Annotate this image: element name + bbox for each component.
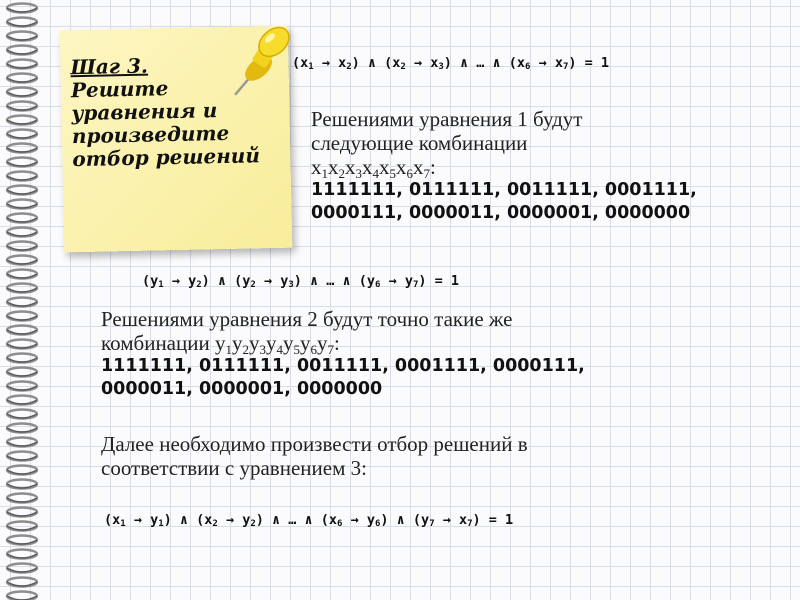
combinations-line: 0000011, 0000001, 0000000	[101, 379, 383, 399]
spiral-coil	[7, 46, 37, 55]
text-line: следующие комбинации	[311, 131, 528, 155]
spiral-coil	[7, 410, 37, 419]
spiral-coil	[7, 424, 37, 433]
text-line: Решениями уравнения 1 будут	[311, 107, 583, 131]
spiral-coil	[7, 18, 37, 27]
spiral-coil	[7, 536, 37, 545]
spiral-coil	[7, 228, 37, 237]
combinations-line: 1111111, 0111111, 0011111, 0001111,	[311, 180, 697, 200]
text-line: соответствии с уравнением 3:	[101, 456, 367, 480]
equation-1: $(x_1 \to x_2)$ ∧ $(x_2 \to x_3)$ ∧ … ∧ $(x_6 \to x_7) = 1$	[292, 55, 610, 72]
equation-2: $(y_1 \to y_2)$ ∧ $(y_2 \to y_3)$ ∧ … ∧ $(y_6 \to y_7) = 1$	[142, 273, 460, 290]
step-number: Шаг 3.	[70, 53, 149, 80]
spiral-coil	[7, 102, 37, 111]
spiral-coil	[7, 284, 37, 293]
spiral-coil	[7, 130, 37, 139]
spiral-coil	[7, 354, 37, 363]
spiral-coil	[7, 592, 37, 600]
spiral-coil	[7, 564, 37, 573]
variables-x: $x_1x_2x_3x_4x_5x_6x_7$:	[311, 155, 436, 181]
spiral-coil	[7, 144, 37, 153]
variables-y-line: комбинации $y_1y_2y_3y_4y_5y_6y_7$:	[101, 331, 340, 357]
spiral-coil	[7, 508, 37, 517]
spiral-coil	[7, 60, 37, 69]
spiral-coil	[7, 382, 37, 391]
step-line: уравнения и	[71, 98, 218, 126]
spiral-coil	[7, 4, 37, 13]
spiral-coil	[7, 438, 37, 447]
spiral-coil	[7, 326, 37, 335]
solutions-equation-2	[101, 307, 781, 401]
spiral-coil	[7, 466, 37, 475]
spiral-coil	[7, 74, 37, 83]
spiral-coil	[7, 214, 37, 223]
spiral-coil	[7, 494, 37, 503]
combinations-line: 1111111, 0111111, 0011111, 0001111, 0000111,	[101, 356, 585, 376]
spiral-coil	[7, 32, 37, 41]
spiral-coil	[7, 550, 37, 559]
text-line: Решениями уравнения 2 будут точно такие же	[101, 307, 513, 331]
spiral-coil	[7, 522, 37, 531]
spiral-coil	[7, 578, 37, 587]
spiral-coil	[7, 480, 37, 489]
text-line: Далее необходимо произвести отбор решений в	[101, 432, 528, 456]
step-line: Решите	[70, 76, 169, 103]
spiral-coil	[7, 200, 37, 209]
step-line: произведите	[71, 120, 230, 149]
spiral-coil	[7, 270, 37, 279]
combinations-line: 0000111, 0000011, 0000001, 0000000	[311, 203, 691, 223]
spiral-coil	[7, 340, 37, 349]
spiral-coil	[7, 88, 37, 97]
spiral-coil	[7, 298, 37, 307]
step-title	[70, 52, 282, 171]
spiral-coil	[7, 452, 37, 461]
notebook-spiral-binding	[0, 0, 44, 600]
spiral-coil	[7, 312, 37, 321]
spiral-coil	[7, 256, 37, 265]
spiral-coil	[7, 172, 37, 181]
spiral-coil	[7, 242, 37, 251]
spiral-coil	[7, 396, 37, 405]
spiral-coil	[7, 116, 37, 125]
spiral-coil	[7, 368, 37, 377]
solutions-equation-1	[311, 107, 791, 225]
selection-intro	[101, 432, 781, 480]
sticky-note	[60, 26, 293, 253]
spiral-coil	[7, 158, 37, 167]
equation-3: $(x_1 \to y_1)$ ∧ $(x_2 \to y_2)$ ∧ … ∧ $(x_6 \to y_6)$ ∧ $(y_7 \to x_7) = 1$	[104, 512, 514, 529]
spiral-coil	[7, 186, 37, 195]
step-line: отбор решений	[72, 143, 261, 172]
